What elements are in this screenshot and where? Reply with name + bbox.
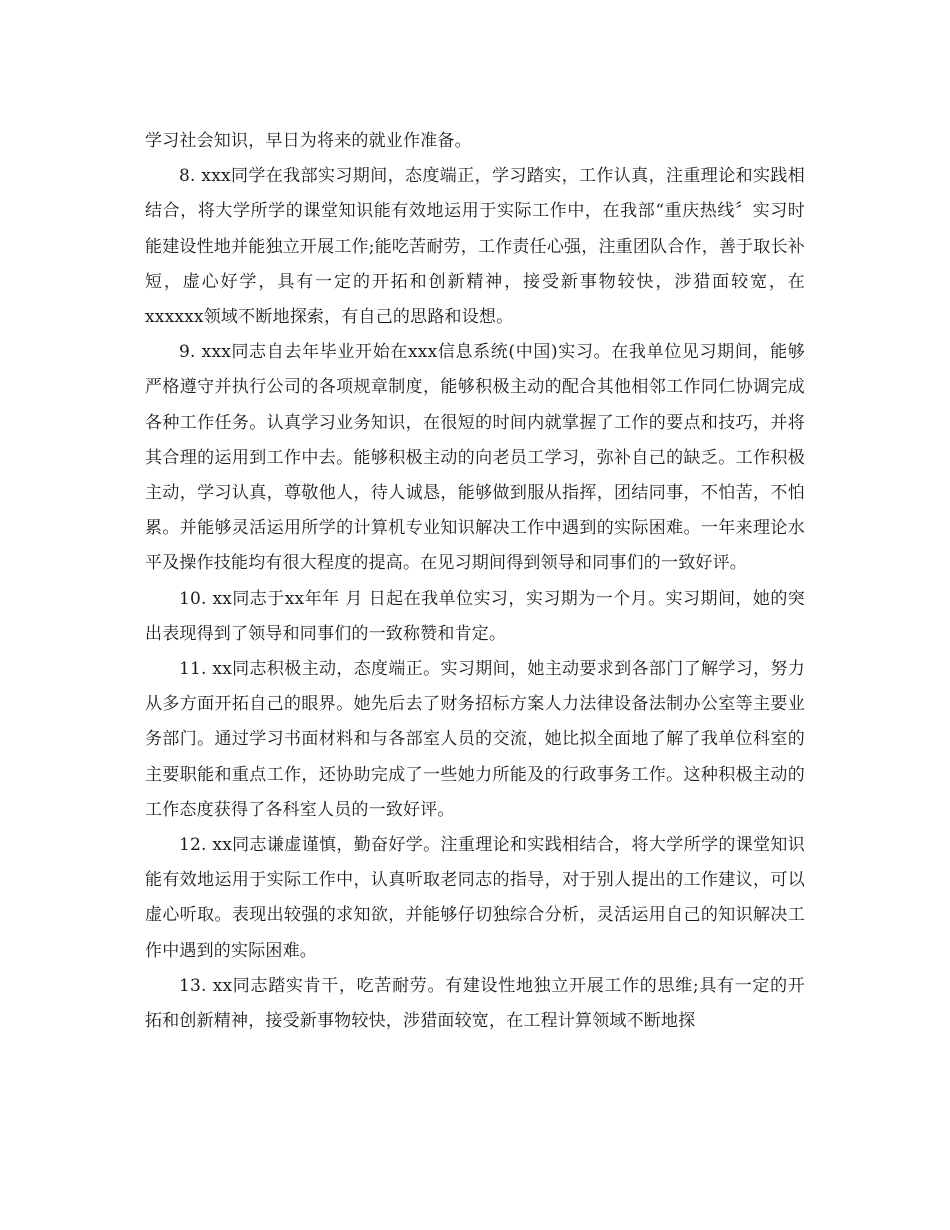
paragraph-11: 11. xx同志积极主动，态度端正。实习期间，她主动要求到各部门了解学习，努力从多方面开拓自己的眼界。她先后去了财务招标方案人力法律设备法制办公室等主要业务部门。通过学习书面材料和与各部室人员的交流，她比拟全面地了解了我单位科室的主要职能和重点工作，还协助完成了一些她力所能及的行政事务工作。这种积极主动的工作态度获得了各科室人员的一致好评。 [145, 659, 805, 820]
paragraph-13: 13. xx同志踏实肯干，吃苦耐劳。有建设性地独立开展工作的思维;具有一定的开拓和创新精神，接受新事物较快，涉猎面较宽，在工程计算领域不断地探 [145, 975, 805, 1032]
paragraph-10: 10. xx同志于xx年年 月 日起在我单位实习，实习期为一个月。实习期间，她的突出表现得到了领导和同事们的一致称赞和肯定。 [145, 588, 805, 644]
paragraph-9: 9. xxx同志自去年毕业开始在xxx信息系统(中国)实习。在我单位见习期间，能够严格遵守并执行公司的各项规章制度，能够积极主动的配合其他相邻工作同仁协调完成各种工作任务。认真学习业务知识，在很短的时间内就掌握了工作的要点和技巧，并将其合理的运用到工作中去。能够积极主动的向老员工学习，弥补自己的缺乏。工作积极主动，学习认真，尊敬他人，待人诚恳，能够做到服从指挥，团结同事，不怕苦，不怕累。并能够灵活运用所学的计算机专业知识解决工作中遇到的实际困难。一年来理论水平及操作技能均有很大程度的提高。在见习期间得到领导和同事们的一致好评。 [145, 342, 805, 574]
paragraph-8: 8. xxx同学在我部实习期间，态度端正，学习踏实，工作认真，注重理论和实践相结合，将大学所学的课堂知识能有效地运用于实际工作中，在我部“重庆热线〞实习时能建设性地并能独立开展工作;能吃苦耐劳，工作责任心强，注重团队合作，善于取长补短，虚心好学，具有一定的开拓和创新精神，接受新事物较快，涉猎面较宽，在xxxxxx领域不断地探索，有自己的思路和设想。 [145, 166, 805, 328]
document-body [145, 124, 805, 1039]
paragraph-12: 12. xx同志谦虚谨慎，勤奋好学。注重理论和实践相结合，将大学所学的课堂知识能有效地运用于实际工作中，认真听取老同志的指导，对于别人提出的工作建议，可以虚心听取。表现出较强的求知欲，并能够仔切独综合分析，灵活运用自己的知识解决工作中遇到的实际困难。 [145, 835, 805, 961]
paragraph-continuation: 学习社会知识，早日为将来的就业作准备。 [145, 131, 472, 151]
